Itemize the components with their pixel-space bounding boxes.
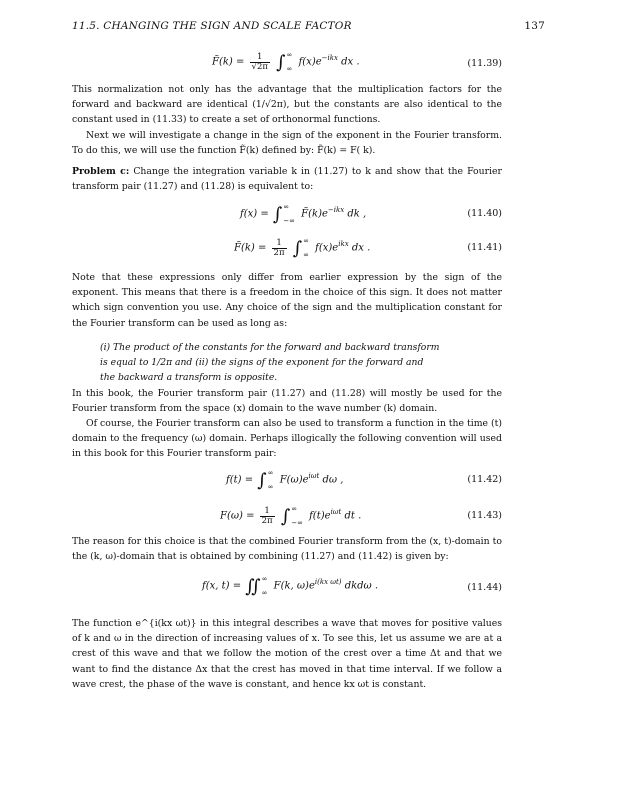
- equation-label: (11.42): [467, 474, 502, 485]
- paragraph-time-domain: Of course, the Fourier transform can also be used to transform a function in the time (t) domain to the frequency (ω) domain. Perhaps illogically the following convention will used in this book for this Fourier transform pair:: [72, 418, 502, 460]
- equation-label: (11.43): [467, 510, 502, 521]
- paragraph-normalization: This normalization not only has the advantage that the multiplication factors for the forward and backward are identical (1/√2π), but the constants are also identical to the constant used in (11.33) to create a set of orthonormal functions.: [72, 84, 502, 126]
- equation-label: (11.41): [467, 242, 502, 253]
- quote-conditions: (i) The product of the constants for the forward and backward transform is equal to 1/2π and (ii) the signs of the exponent for the forward and the backward a transform is opposite.: [100, 342, 440, 384]
- equation-11-39: F̃(k) = $\frac{1}{√2\pi}$ ∫∞ ∞ $f(x)e^{-ikx}$ dx . (11.39): [212, 51, 502, 73]
- equation-11-41: F̃(k) = $\frac{1}{2\pi}$ ∫∞ ∞ $f(x)e^{ikx}$ dx . (11.41): [234, 237, 502, 259]
- equation-label: (11.39): [467, 58, 502, 69]
- integral-sign: ∫: [280, 505, 291, 527]
- paragraph-wave-motion: The function e^{i(kx ωt)} in this integral describes a wave that moves for positive values of k and ω in the direction of increasing values of x. To see this, let us assume we are at a crest of this wave and that we follow the motion of the crest over a time Δt and that we want to find the distance Δx that the crest has moved in that time interval. If we follow a wave crest, the phase of the wave is constant, and hence kx ωt is constant.: [72, 618, 502, 690]
- paragraph-combined-transform: The reason for this choice is that the combined Fourier transform from the (x, t)-domain to the (k, ω)-domain that is obtained by combining (11.27) and (11.42) is given by:: [72, 536, 502, 563]
- problem-c: [72, 164, 502, 194]
- equation-label: (11.44): [467, 582, 502, 593]
- integral-sign: ∫: [272, 203, 283, 225]
- problem-label: Problem c:: [72, 166, 130, 177]
- running-header: [72, 20, 545, 34]
- problem-text: Change the integration variable k in (11.27) to k and show that the Fourier transform pair (11.27) and (11.28) is equivalent to:: [72, 166, 502, 193]
- equation-11-44: f(x, t) = ∬∞ ∞ F(k, $\omega)e^{i(kx \omega t)}$ dkdω . (11.44): [202, 575, 502, 597]
- paragraph-sign-change: Next we will investigate a change in the sign of the exponent in the Fourier transform. To do this, we will use the function F̃(k) defined by: F̃(k) = F( k).: [72, 130, 502, 157]
- paragraph-space-domain: In this book, the Fourier transform pair (11.27) and (11.28) will mostly be used for the Fourier transform from the space (x) domain to the wave number (k) domain.: [72, 388, 502, 415]
- integral-sign: ∫: [292, 237, 303, 259]
- equation-label: (11.40): [467, 208, 502, 219]
- equation-11-40: f(x) = ∫∞ −∞ $F̃(k)e^{-ikx}$ dk , (11.40): [240, 203, 502, 225]
- equation-11-42: f(t) = ∫∞ ∞ $F(\omega)e^{i\omega t}$ dω , (11.42): [226, 469, 502, 491]
- integral-sign: ∫: [276, 51, 286, 73]
- section-title: 11.5. CHANGING THE SIGN AND SCALE FACTOR: [72, 20, 352, 32]
- paragraph-sign-freedom: Note that these expressions only differ from earlier expression by the sign of the exponent. This means that there is a freedom in the choice of this sign. It does not matter which sign convention you use. Any choice of the sign and the multiplication constant for the Fourier transform can be used as long as:: [72, 272, 502, 329]
- page-number: 137: [524, 20, 545, 32]
- equation-11-43: F(ω) = $\frac{1}{2\pi}$ ∫∞ −∞ $f(t)e^{i\omega t}$ dt . (11.43): [220, 505, 502, 527]
- integral-sign: ∫: [257, 469, 267, 491]
- double-integral-sign: ∬: [245, 575, 261, 597]
